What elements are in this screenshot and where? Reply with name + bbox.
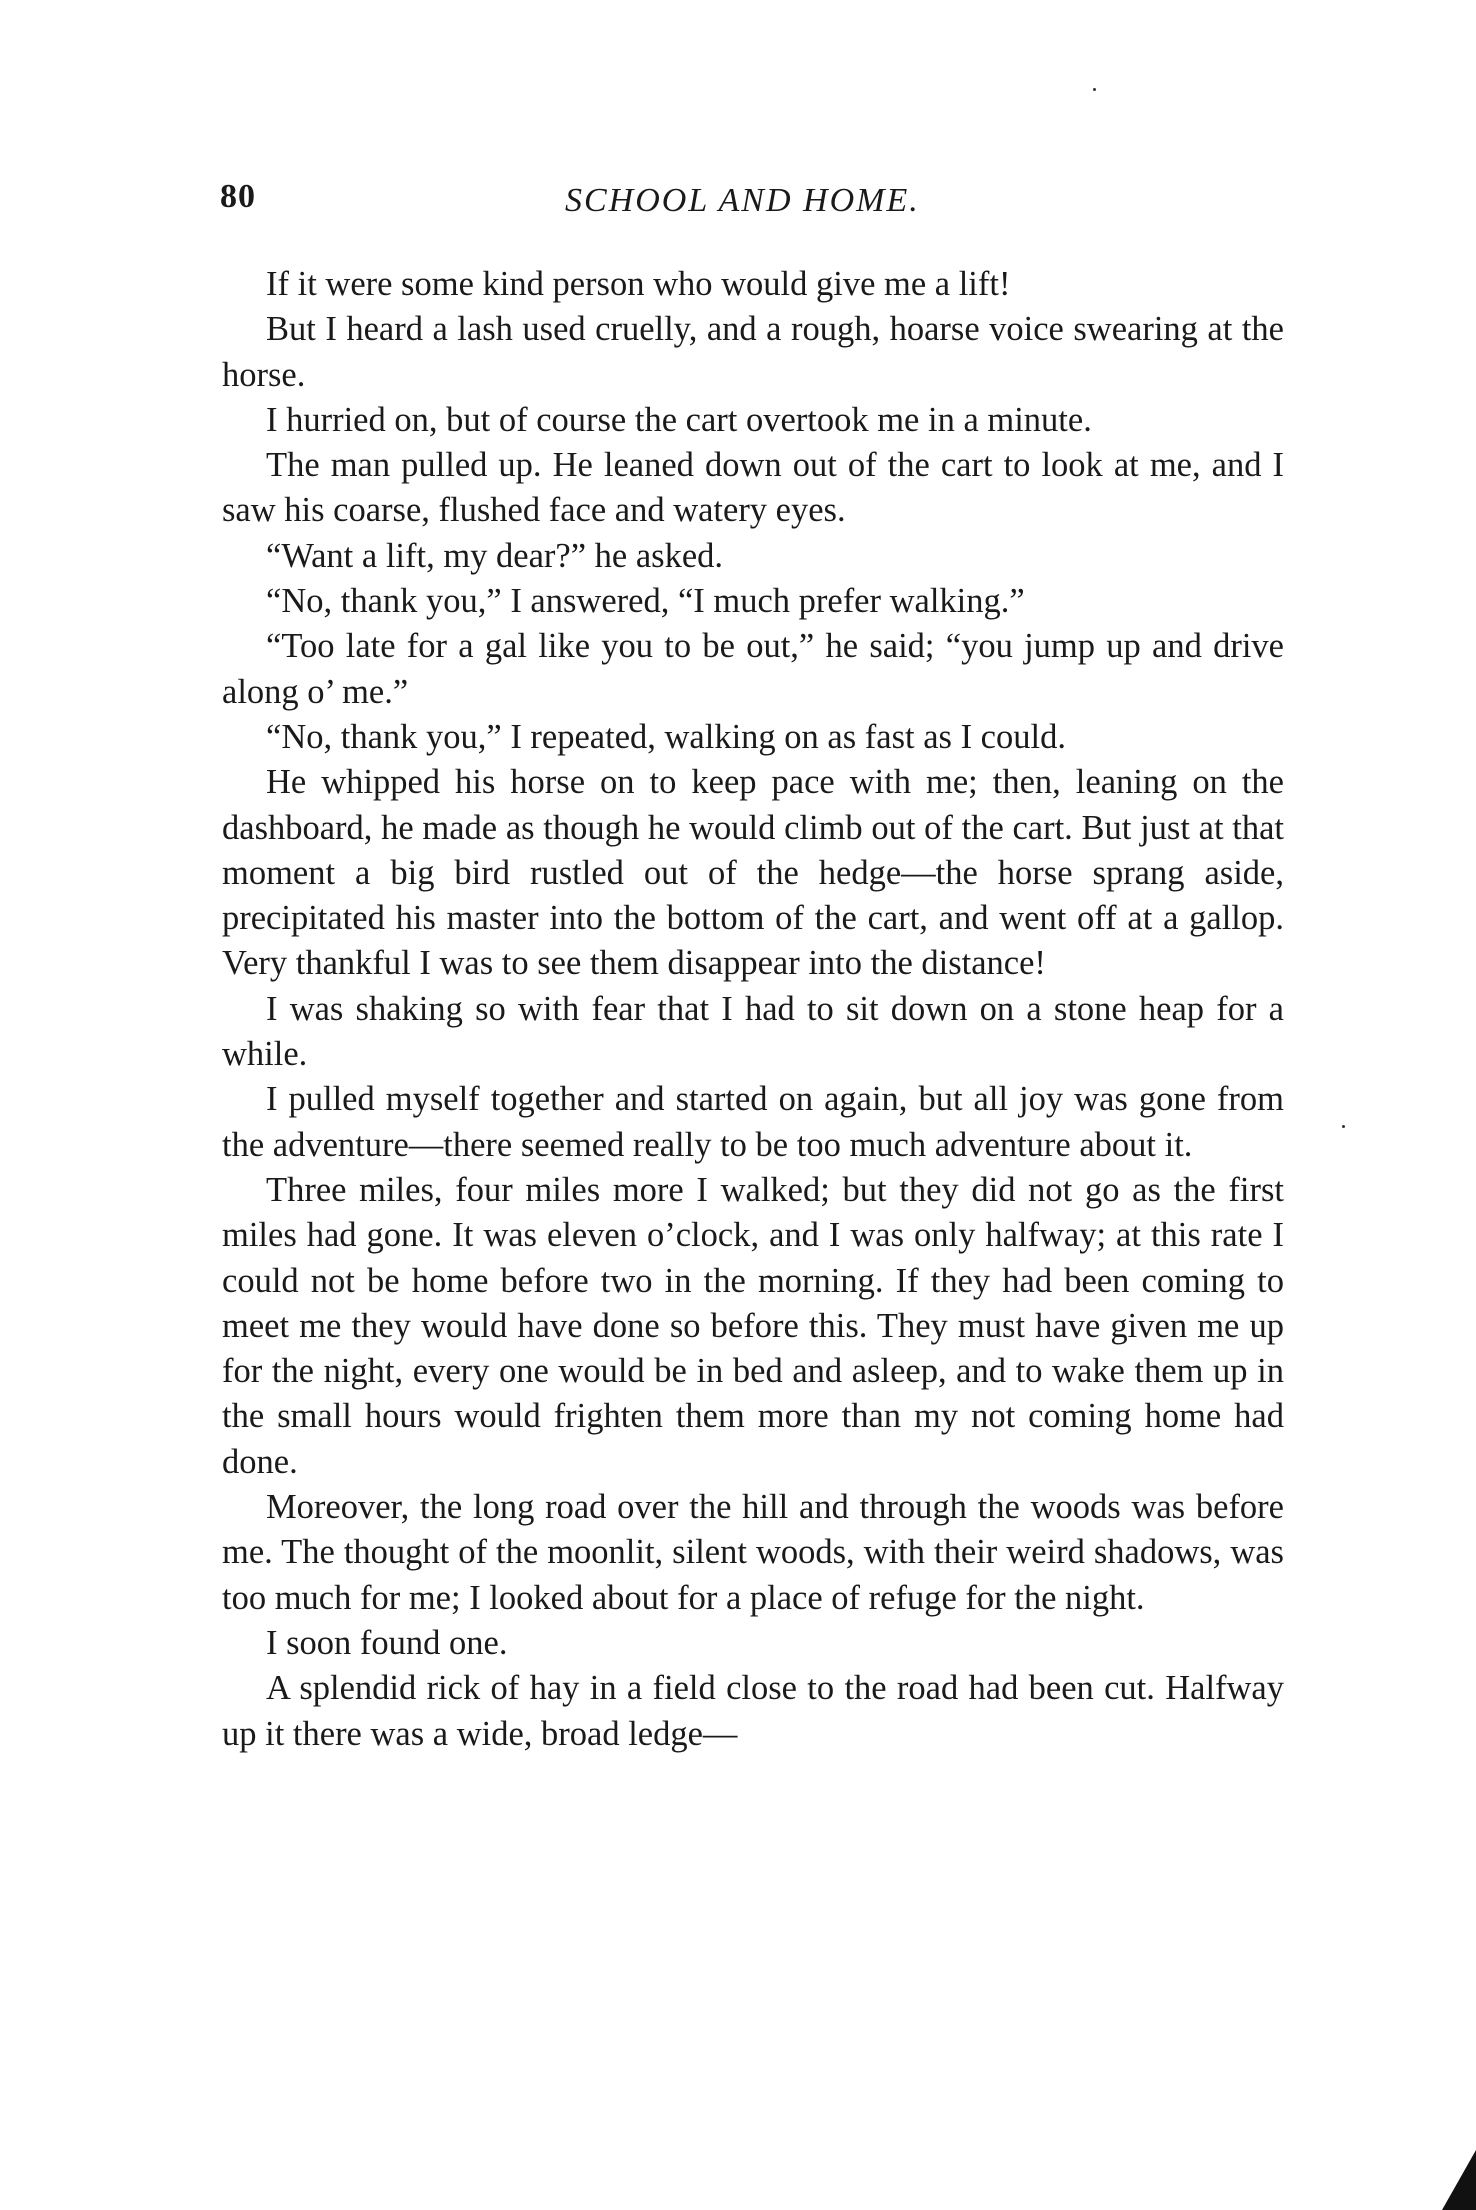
page-number: 80: [220, 178, 256, 215]
paragraph: Moreover, the long road over the hill and through the woods was before me. The thought of the moonlit, silent woods, with their weird shadows, was too much for me; I looked about for a place of refuge for the night.: [222, 1488, 1284, 1617]
paragraph: I soon found one.: [266, 1623, 508, 1662]
scan-corner-mark: [1442, 2150, 1476, 2210]
paragraph: I was shaking so with fear that I had to sit down on a stone heap for a while.: [222, 989, 1284, 1074]
paragraph: The man pulled up. He leaned down out of the cart to look at me, and I saw his coarse, flushed face and watery eyes.: [222, 446, 1284, 530]
paragraph: “No, thank you,” I answered, “I much prefer walking.”: [266, 582, 1025, 621]
paragraph: Three miles, four miles more I walked; but they did not go as the first miles had gone. It was eleven o’clock, and I was only halfway; at this rate I could not be home before two in the morning. If they had been coming to meet me they would have done so before this. They must have given me up for the night, every one would be in bed and asleep, and to wake them up in the small hours would frighten them more than my not coming home had done.: [222, 1170, 1284, 1481]
paragraph: “Want a lift, my dear?” he asked.: [266, 536, 724, 575]
scan-speck: [1093, 88, 1096, 91]
running-title: SCHOOL AND HOME.: [565, 182, 920, 219]
body-text: [222, 262, 1284, 1757]
paragraph: He whipped his horse on to keep pace with me; then, leaning on the dashboard, he made as though he would climb out of the cart. But just at that moment a big bird rustled out of the hedge—the horse sprang aside, precipitated his master into the bottom of the cart, and went off at a gallop. Very thankful I was to see them disappear into the distance!: [222, 763, 1284, 983]
paragraph: “Too late for a gal like you to be out,” he said; “you jump up and drive along o’ me.”: [222, 627, 1284, 711]
page-header: [220, 178, 1280, 238]
paragraph: But I heard a lash used cruelly, and a rough, hoarse voice swearing at the horse.: [222, 310, 1284, 394]
scan-speck: [1342, 1125, 1345, 1128]
paragraph: If it were some kind person who would give me a lift!: [266, 265, 1011, 303]
paragraph: I pulled myself together and started on again, but all joy was gone from the adventure—there seemed really to be too much adventure about it.: [222, 1080, 1284, 1164]
paragraph: I hurried on, but of course the cart overtook me in a minute.: [266, 400, 1092, 439]
paragraph: A splendid rick of hay in a field close to the road had been cut. Halfway up it there was a wide, broad ledge—: [222, 1669, 1284, 1753]
paragraph: “No, thank you,” I repeated, walking on as fast as I could.: [266, 717, 1066, 756]
